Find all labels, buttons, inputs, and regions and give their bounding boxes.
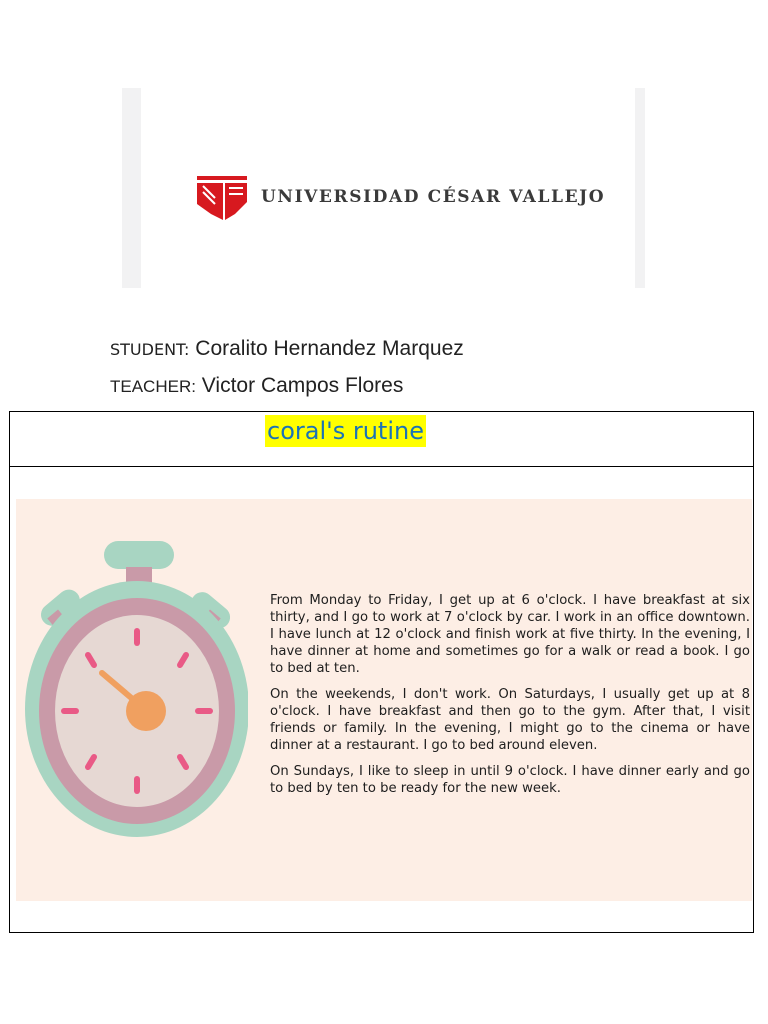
routine-paragraph-weekends: On the weekends, I don't work. On Saturdays, I usually get up at 8 o'clock. I have breakfast and then go to the gym. After that, I visit friends or family. In the evening, I might go to the cinema or have dinner at a restaurant. I go to bed around eleven.: [270, 687, 750, 753]
page-title: coral's rutine: [267, 417, 424, 445]
routine-table: [9, 411, 754, 933]
routine-paragraph-sundays: On Sundays, I like to sleep in until 9 o'clock. I have dinner early and go to bed by ten to be ready for the new week.: [270, 764, 750, 796]
routine-card: [16, 499, 752, 901]
logo-panel-right-edge: [635, 88, 645, 288]
student-name: Coralito Hernandez Marquez: [189, 337, 464, 360]
university-logo-panel: [122, 88, 645, 288]
stopwatch-icon: [18, 539, 248, 839]
student-line: [110, 337, 464, 361]
university-name: UNIVERSIDAD CÉSAR VALLEJO: [261, 187, 606, 207]
logo-panel-left-edge: [122, 88, 141, 288]
student-label: STUDENT:: [110, 340, 190, 359]
university-shield-icon: [195, 174, 249, 222]
table-title-row: [10, 412, 753, 467]
teacher-name: Victor Campos Flores: [195, 374, 404, 397]
teacher-label: TEACHER:: [110, 377, 196, 396]
routine-paragraph-weekdays: From Monday to Friday, I get up at 6 o'clock. I have breakfast at six thirty, and I go to work at 7 o'clock by car. I work in an office downtown. I have lunch at 12 o'clock and finish work at five thirty. In the evening, I have dinner at home and sometimes go for a walk or read a book. I go to bed at ten.: [270, 593, 750, 676]
routine-text: [270, 592, 750, 806]
teacher-line: [110, 374, 403, 398]
